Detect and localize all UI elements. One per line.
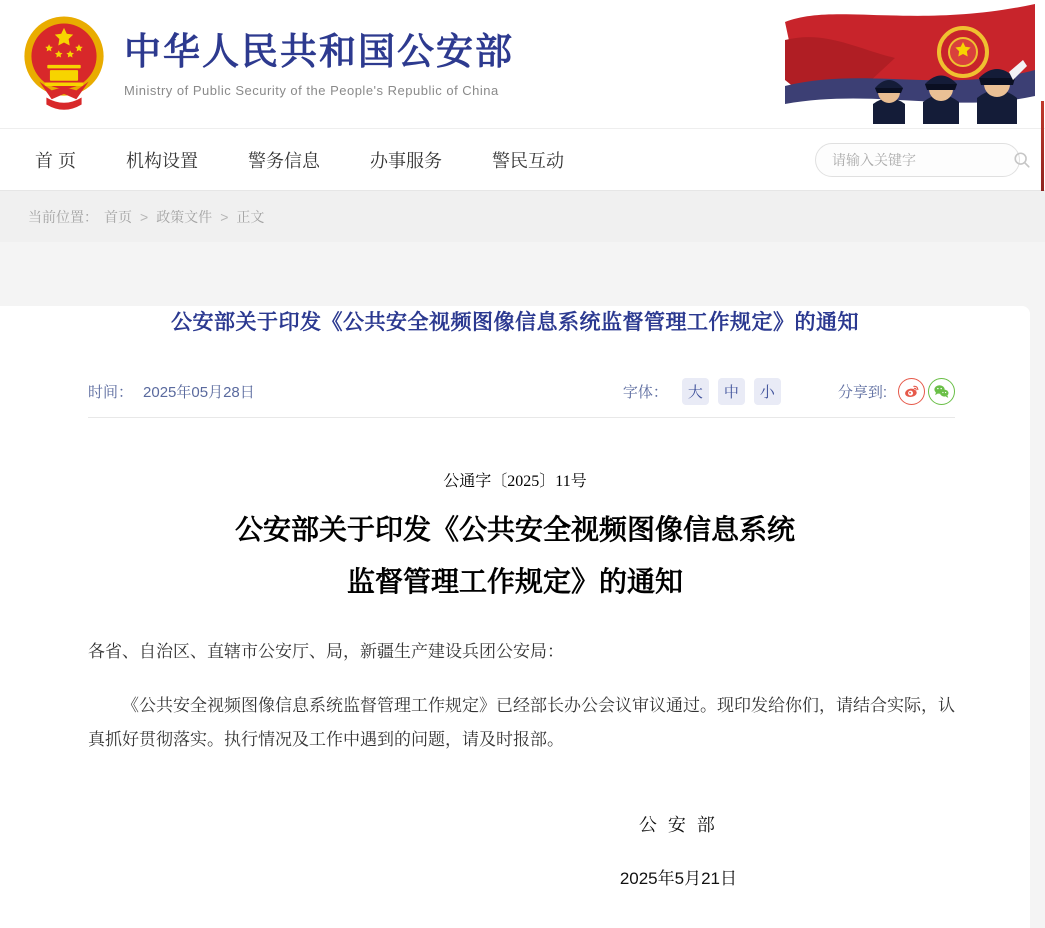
- share-label: 分享到:: [837, 384, 887, 401]
- weibo-share-icon[interactable]: [898, 378, 925, 405]
- right-edge-accent: [1041, 101, 1044, 191]
- nav-item-home[interactable]: 首 页: [35, 150, 77, 171]
- font-size-label: 字体：: [622, 384, 668, 401]
- time-label: 时间：: [88, 384, 134, 401]
- article-card: [0, 306, 1030, 928]
- font-size-small-button[interactable]: 小: [754, 378, 781, 405]
- breadcrumb-separator: >: [140, 208, 149, 225]
- signature: 公 安 部: [638, 815, 718, 835]
- document-title: [0, 505, 1030, 609]
- page-title: 公安部关于印发《公共安全视频图像信息系统监督管理工作规定》的通知: [171, 311, 859, 334]
- nav-item-police-info[interactable]: 警务信息: [248, 150, 321, 171]
- search-box[interactable]: [815, 143, 1020, 177]
- signature-block: [620, 811, 737, 889]
- time-value: 2025年05月28日: [143, 384, 255, 401]
- document-body: [0, 637, 1030, 888]
- nav-item-services[interactable]: 办事服务: [370, 150, 443, 171]
- document-number: 公通字〔2025〕11号: [443, 473, 587, 490]
- article-meta-bar: [88, 366, 955, 418]
- font-size-medium-button[interactable]: 中: [718, 378, 745, 405]
- document-title-line2: 监督管理工作规定》的通知: [346, 567, 683, 598]
- site-subtitle: Ministry of Public Security of the People's Republic of China: [124, 82, 499, 98]
- main-nav: [0, 128, 1045, 190]
- breadcrumb-separator: >: [220, 208, 229, 225]
- national-emblem-icon: [20, 14, 108, 114]
- nav-item-interaction[interactable]: 警民互动: [492, 150, 565, 171]
- salutation: 各省、自治区、直辖市公安厅、局，新疆生产建设兵团公安局：: [88, 642, 564, 661]
- breadcrumb: [0, 190, 1045, 242]
- search-input[interactable]: [832, 152, 1013, 168]
- font-size-large-button[interactable]: 大: [682, 378, 709, 405]
- site-title: 中华人民共和国公安部: [124, 31, 514, 73]
- breadcrumb-item-article[interactable]: 正文: [236, 208, 265, 225]
- signature-date: 2025年5月21日: [619, 869, 737, 888]
- document-title-line1: 公安部关于印发《公共安全视频图像信息系统: [234, 515, 795, 546]
- nav-item-organization[interactable]: 机构设置: [126, 150, 199, 171]
- body-paragraph: 《公共安全视频图像信息系统监督管理工作规定》已经部长办公会议审议通过。现印发给你们，请结合实际，认真抓好贯彻落实。执行情况及工作中遇到的问题，请及时报部。: [88, 696, 955, 749]
- breadcrumb-label: 当前位置：: [28, 208, 98, 225]
- breadcrumb-item-policy-documents[interactable]: 政策文件: [156, 208, 213, 225]
- site-header: [0, 0, 1045, 128]
- wechat-share-icon[interactable]: [928, 378, 955, 405]
- breadcrumb-item-home[interactable]: 首页: [104, 208, 132, 225]
- police-flag-banner-image: [795, 0, 1027, 124]
- search-icon[interactable]: [1013, 151, 1031, 169]
